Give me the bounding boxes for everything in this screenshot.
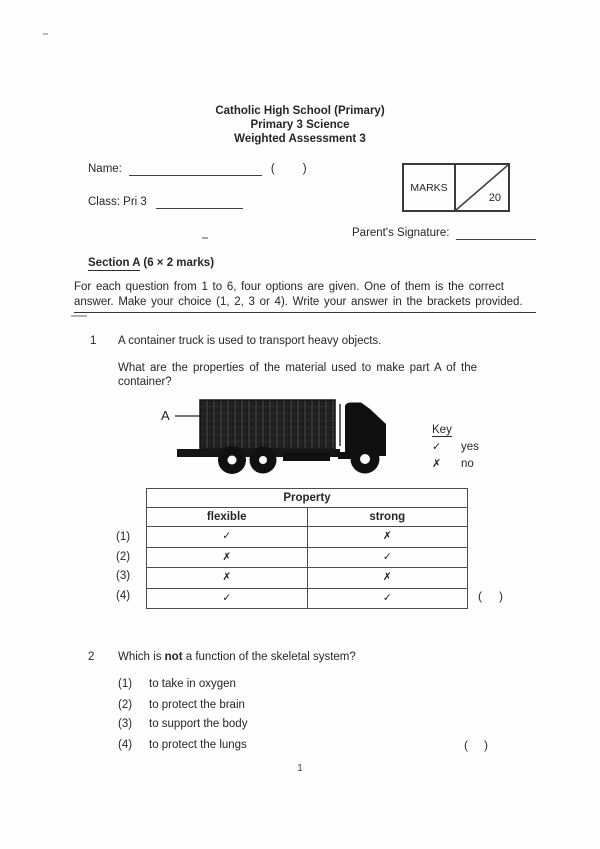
truck-part-a-label: A [161, 408, 170, 423]
key-yes-label: yes [461, 441, 479, 453]
option-label: (4) [118, 739, 133, 751]
q1-number: 1 [90, 335, 97, 347]
truck-wheel-hub [259, 456, 267, 464]
q1-stem-line-1 [90, 334, 381, 348]
instruction-line-2: answer. Make your choice (1, 2, 3 or 4). Write your answer in the brackets provided. [74, 296, 523, 308]
q2-stem [88, 650, 356, 664]
table-row [147, 568, 468, 589]
table-row [147, 588, 468, 609]
section-a-instructions [74, 280, 536, 313]
cell-flexible-4: ✓ [147, 588, 308, 609]
option-text: to protect the brain [149, 699, 245, 711]
cell-strong-4: ✓ [307, 588, 468, 609]
option-text: to support the body [149, 718, 248, 730]
marks-total: 20 [488, 192, 501, 204]
q1-stem-line-2: What are the properties of the material used to make part A of the [118, 362, 478, 374]
class-label: Class: Pri 3 [88, 196, 147, 208]
marks-box [402, 163, 510, 212]
q2-option-2 [118, 698, 245, 712]
q2-stem-prefix: Which is [118, 651, 165, 663]
q1-stem-text: A container truck is used to transport heavy objects. [118, 335, 382, 347]
page-number: 1 [297, 762, 303, 774]
name-blank-line [129, 163, 262, 176]
q2-number: 2 [88, 651, 95, 663]
q2-stem-suffix: a function of the skeletal system? [182, 651, 356, 663]
column-header-flexible: flexible [147, 508, 308, 527]
marks-label: MARKS [404, 165, 456, 210]
subject-title: Primary 3 Science [250, 119, 350, 131]
q1-stem-line-3: container? [118, 376, 172, 388]
column-header-strong: strong [307, 508, 468, 527]
truck-wheel-hub [228, 456, 237, 465]
signature-row [352, 227, 536, 240]
key-yes-row [432, 439, 479, 456]
q1-option-label: (4) [116, 589, 131, 602]
key-no-row [432, 456, 479, 473]
truck-underbody-box [283, 452, 330, 461]
index-bracket-open: ( [270, 163, 275, 175]
paper-header [0, 104, 600, 146]
name-label: Name: [88, 163, 122, 175]
cell-flexible-1: ✓ [147, 527, 308, 548]
bracket-close: ) [499, 589, 503, 603]
cross-icon: ✗ [432, 458, 442, 470]
bracket-close: ) [484, 738, 488, 752]
index-bracket-close: ) [302, 163, 307, 175]
section-a-marks-note: (6 × 2 marks) [140, 257, 215, 269]
signature-label: Parent's Signature: [352, 227, 450, 239]
table-row [147, 547, 468, 568]
section-a-title: Section A [88, 257, 141, 269]
scan-artifact [71, 315, 87, 317]
q2-option-1 [118, 677, 236, 691]
table-caption: Property [147, 489, 468, 508]
marks-score-cell [456, 165, 508, 210]
q1-answer-brackets [478, 589, 503, 603]
option-label: (3) [118, 718, 133, 730]
bracket-open: ( [464, 738, 468, 752]
table-row [147, 527, 468, 548]
signature-blank-line [456, 227, 536, 240]
q2-option-3 [118, 717, 247, 731]
bracket-open: ( [478, 589, 482, 603]
q1-property-table [146, 488, 468, 609]
option-label: (2) [118, 699, 133, 711]
truck-wheel-hub [360, 454, 370, 464]
container-truck-diagram [155, 396, 400, 478]
key-title: Key [432, 424, 452, 436]
scan-artifact [43, 33, 48, 35]
check-icon: ✓ [432, 441, 442, 453]
key-no-label: no [461, 458, 474, 470]
class-row [88, 196, 243, 209]
assessment-title: Weighted Assessment 3 [234, 133, 366, 145]
q1-option-label: (3) [116, 570, 131, 583]
q1-option-label: (1) [116, 531, 131, 543]
q2-stem-emphasis: not [164, 651, 183, 663]
q1-option-labels [116, 528, 130, 606]
q2-answer-brackets [464, 738, 488, 752]
answer-key-legend [432, 422, 479, 473]
option-text: to take in oxygen [149, 678, 236, 690]
cell-strong-3: ✗ [307, 568, 468, 589]
school-name: Catholic High School (Primary) [215, 105, 385, 117]
section-a-heading [88, 257, 214, 269]
option-text: to protect the lungs [149, 739, 247, 751]
name-row [88, 163, 307, 176]
class-blank-line [156, 196, 243, 209]
option-label: (1) [118, 678, 133, 690]
cell-strong-2: ✓ [307, 547, 468, 568]
cell-strong-1: ✗ [307, 527, 468, 548]
q1-option-label: (2) [116, 550, 131, 563]
cell-flexible-3: ✗ [147, 568, 308, 589]
cell-flexible-2: ✗ [147, 547, 308, 568]
scan-artifact [202, 237, 208, 239]
q2-option-4 [118, 738, 247, 752]
truck-container-box [200, 400, 335, 449]
instruction-line-1: For each question from 1 to 6, four options are given. One of them is the correct [74, 281, 504, 293]
